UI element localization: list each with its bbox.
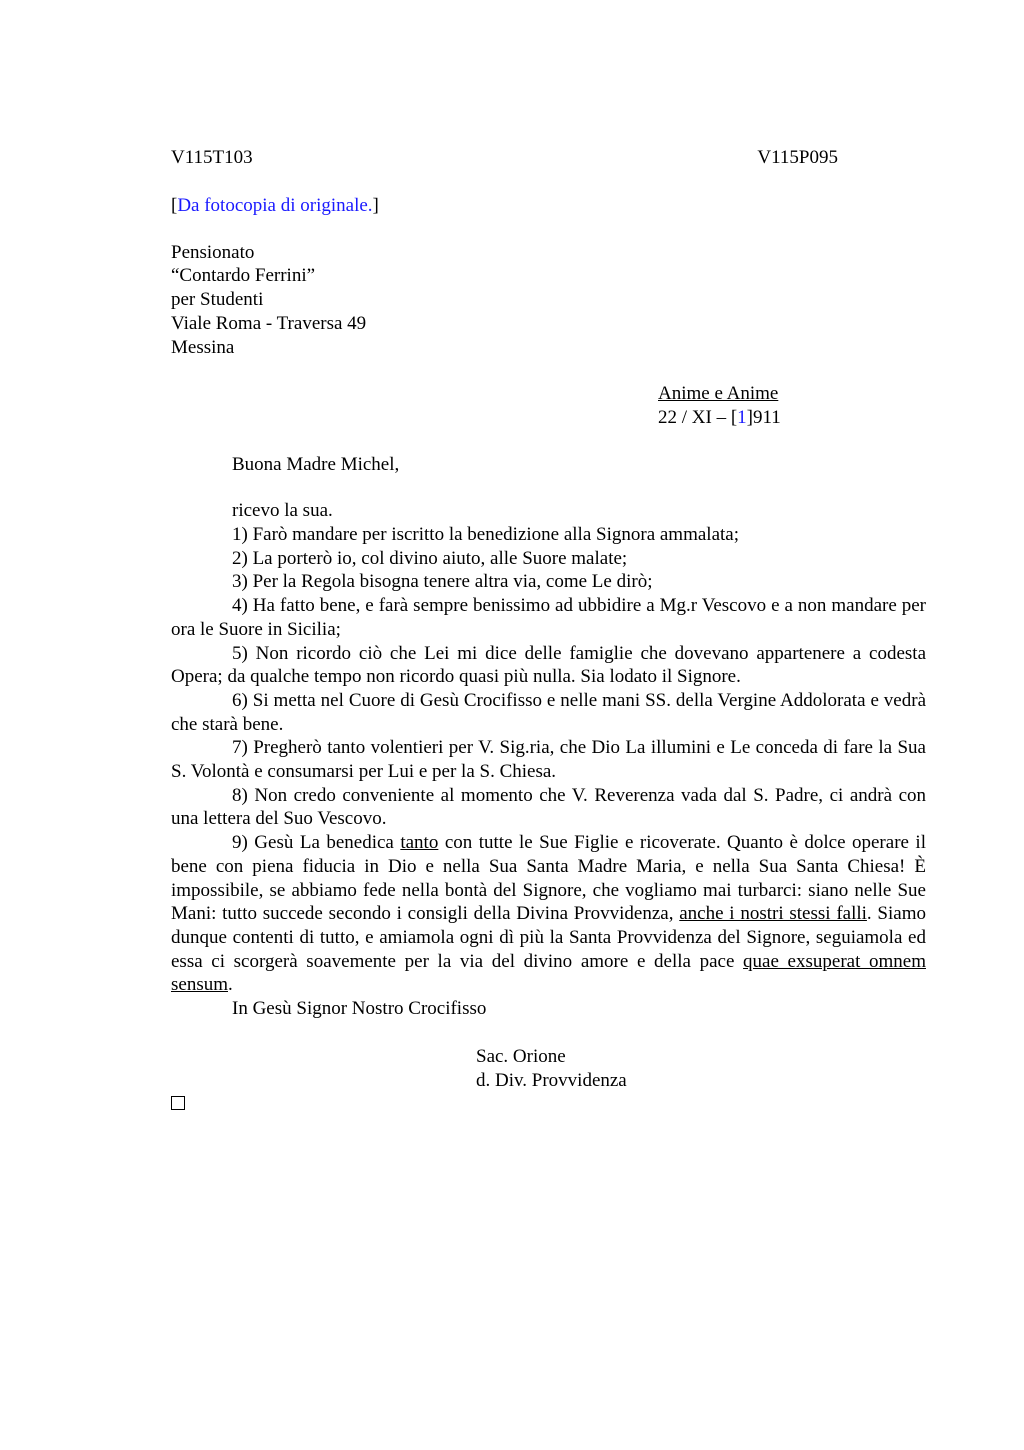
paragraph: ricevo la sua.	[232, 500, 333, 522]
paragraph: 5) Non ricordo ciò che Lei mi dice delle famiglie che dovevano appartenere a codesta Opera; da qualche tempo non ricordo quasi più nulla. Sia lodato il Signore.	[171, 642, 926, 688]
signature-title: d. Div. Provvidenza	[476, 1069, 627, 1091]
date-suffix: ]911	[746, 406, 781, 428]
address-line: Viale Roma - Traversa 49	[171, 312, 367, 334]
paragraph: 7) Pregherò tanto volentieri per V. Sig.ria, che Dio La illumini e Le conceda di fare la Sua S. Volontà e consumarsi per Lui e per la S. Chiesa.	[171, 737, 926, 783]
address-line: Pensionato	[171, 241, 255, 263]
letter-page	[171, 146, 926, 1110]
letter-date	[658, 406, 926, 430]
paragraph: 6) Si metta nel Cuore di Gesù Crocifisso e nelle mani SS. della Vergine Addolorata e vedrà che starà bene.	[171, 689, 926, 735]
address-block	[171, 241, 926, 360]
paragraph: 4) Ha fatto bene, e farà sempre benissimo ad ubbidire a Mg.r Vescovo e a non mandare per ora le Suore in Sicilia;	[171, 595, 926, 640]
underlined-text: anche i nostri stessi falli	[679, 903, 867, 925]
source-note-text: Da fotocopia di originale.	[177, 195, 373, 216]
underlined-text: quae exsuperat omnem sensum	[171, 950, 926, 996]
paragraph-text: con tutte le Sue Figlie e ricoverate. Quanto è dolce operare il bene con piena fiducia in Dio e nella Sua Santa Madre Maria, e nella Sua Santa Chiesa! È impossibile, se abbiamo fede nella bontà del Signore, che vogliamo mai turbarci: siano nelle Sue Mani: tutto succede secondo i consigli della Divina Provvidenza,	[171, 832, 926, 925]
date-restored-digit: 1	[737, 406, 747, 428]
greeting: Buona Madre Michel,	[232, 453, 400, 475]
source-note-open: [	[171, 195, 178, 216]
source-note	[171, 194, 926, 218]
underlined-text: tanto	[400, 832, 439, 854]
letter-body	[171, 499, 926, 1020]
date-prefix: 22 / XI – [	[658, 406, 738, 428]
paragraph-text: . Siamo dunque contenti di tutto, e amiamola ogni dì più la Santa Provvidenza del Signore, seguiamola ed essa ci scorgerà soavemente per la via del divino amore e della pace	[171, 903, 926, 972]
paragraph: 3) Per la Regola bisogna tenere altra via, come Le dirò;	[232, 571, 653, 593]
closing-line: In Gesù Signor Nostro Crocifisso	[232, 998, 487, 1020]
date-block	[658, 382, 926, 429]
address-line: per Studenti	[171, 289, 264, 311]
signature-name: Sac. Orione	[476, 1045, 566, 1067]
motto: Anime e Anime	[658, 383, 779, 405]
paragraph: 1) Farò mandare per iscritto la benedizione alla Signora ammalata;	[232, 524, 739, 546]
paragraph: 2) La porterò io, col divino aiuto, alle Suore malate;	[232, 547, 628, 569]
source-note-close: ]	[372, 195, 379, 216]
signature-block	[476, 1045, 926, 1092]
paragraph-nine	[171, 831, 926, 997]
address-line: “Contardo Ferrini”	[171, 265, 316, 287]
address-line: Messina	[171, 336, 235, 358]
volume-code-right: V115P095	[757, 147, 838, 168]
paragraph: 8) Non credo conveniente al momento che V. Reverenza vada dal S. Padre, ci andrà con una lettera del Suo Vescovo.	[171, 784, 926, 830]
volume-code-left: V115T103	[171, 147, 253, 168]
end-box-icon	[171, 1096, 185, 1110]
paragraph-text: .	[228, 974, 233, 996]
paragraph-text: 9) Gesù La benedica	[232, 832, 401, 854]
document-codes	[171, 146, 926, 170]
